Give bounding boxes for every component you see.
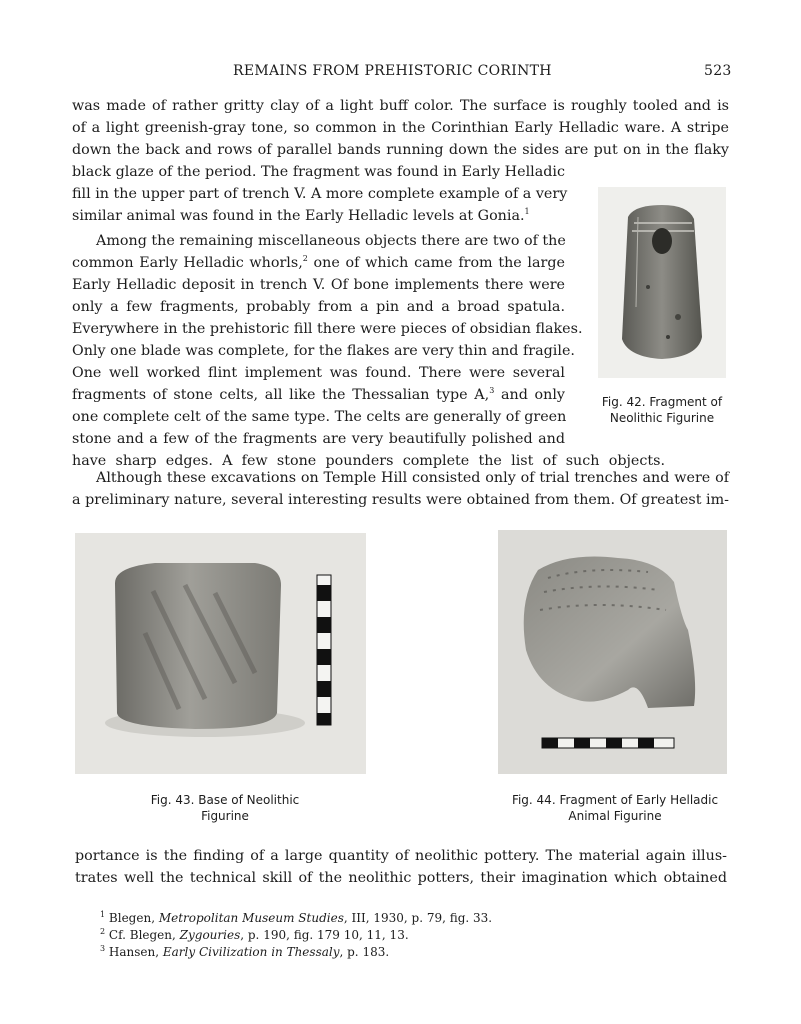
- figure-42-caption: [590, 394, 734, 426]
- text-line: a preliminary nature, several interesting results were obtained from them. Of greatest im-: [72, 492, 729, 508]
- figure-42-photo: [598, 187, 726, 378]
- text-line: [72, 384, 565, 406]
- footnote-1: [100, 910, 492, 927]
- text-line: trates well the technical skill of the neolithic potters, their imagination which obtained: [75, 870, 727, 886]
- running-header-title: REMAINS FROM PREHISTORIC CORINTH: [233, 63, 552, 79]
- text-line: Among the remaining miscellaneous objects there are two of the: [96, 233, 566, 249]
- text-line: have sharp edges. A few stone pounders complete the list of such objects.: [72, 453, 665, 469]
- text-line: stone and a few of the fragments are very beautifully polished and: [72, 431, 565, 447]
- text-line: down the back and rows of parallel bands running down the sides are put on in the flaky: [72, 142, 729, 158]
- footnote-ref-1: 1: [524, 207, 530, 217]
- footnote-text: Blegen,: [108, 911, 159, 925]
- text-span: fragments of stone celts, all like the Thessalian type A,: [72, 387, 490, 403]
- text-line: fill in the upper part of trench V. A more complete example of a very: [72, 186, 568, 202]
- caption-line: Animal Figurine: [568, 809, 662, 823]
- caption-line: Fig. 43. Base of Neolithic: [150, 793, 300, 807]
- text-span: one of which came from the large: [307, 255, 565, 271]
- figure-43-photo: [75, 533, 366, 774]
- footnote-3: [100, 944, 389, 961]
- footnote-2: [100, 927, 409, 944]
- caption-line: Figurine: [201, 809, 249, 823]
- text-line: only a few fragments, probably from a pin and a broad spatula.: [72, 299, 565, 315]
- figure-44-photo: [498, 530, 727, 774]
- footnote-title: Metropolitan Museum Studies: [158, 911, 344, 925]
- text-line: portance is the finding of a large quantity of neolithic pottery. The material again illus-: [75, 848, 727, 864]
- text-span: similar animal was found in the Early Helladic levels at Gonia.: [72, 208, 525, 224]
- text-line: One well worked flint implement was found. There were several: [72, 365, 565, 381]
- caption-line: Fig. 44. Fragment of Early Helladic: [511, 793, 719, 807]
- footnote-ref-3: 3: [489, 386, 495, 396]
- figure-44-caption: [488, 792, 742, 824]
- text-span: common Early Helladic whorls,: [72, 255, 303, 271]
- footnote-text: Hansen,: [108, 945, 163, 959]
- text-line: Everywhere in the prehistoric fill there were pieces of obsidian flakes.: [72, 321, 583, 337]
- text-span: and only: [494, 387, 566, 403]
- footnote-text: , p. 190, fig. 179 10, 11, 13.: [240, 928, 409, 942]
- page-number: 523: [704, 63, 732, 79]
- footnote-ref-2: 2: [302, 254, 308, 264]
- caption-line: Fig. 42. Fragment of: [601, 395, 723, 409]
- footnote-number: 1: [100, 910, 106, 919]
- text-line: Only one blade was complete, for the flakes are very thin and fragile.: [72, 343, 575, 359]
- footnote-title: Zygouries: [179, 928, 241, 942]
- footnote-number: 2: [100, 927, 106, 936]
- footnote-number: 3: [100, 944, 106, 953]
- text-line: one complete celt of the same type. The celts are generally of green: [72, 409, 567, 425]
- text-line: [72, 252, 565, 274]
- text-line: was made of rather gritty clay of a light buff color. The surface is roughly tooled and is: [72, 98, 729, 114]
- text-line: of a light greenish-gray tone, so common in the Corinthian Early Helladic ware. A stripe: [72, 120, 729, 136]
- text-line: [72, 205, 565, 227]
- figure-43-caption: [120, 792, 330, 824]
- footnote-text: Cf. Blegen,: [108, 928, 180, 942]
- footnote-title: Early Civilization in Thessaly: [162, 945, 340, 959]
- footnote-text: , p. 183.: [339, 945, 390, 959]
- text-line: Although these excavations on Temple Hill consisted only of trial trenches and were of: [96, 470, 729, 486]
- text-line: Early Helladic deposit in trench V. Of bone implements there were: [72, 277, 565, 293]
- caption-line: Neolithic Figurine: [609, 411, 715, 425]
- text-line: black glaze of the period. The fragment was found in Early Helladic: [72, 164, 565, 180]
- footnote-text: , III, 1930, p. 79, fig. 33.: [343, 911, 493, 925]
